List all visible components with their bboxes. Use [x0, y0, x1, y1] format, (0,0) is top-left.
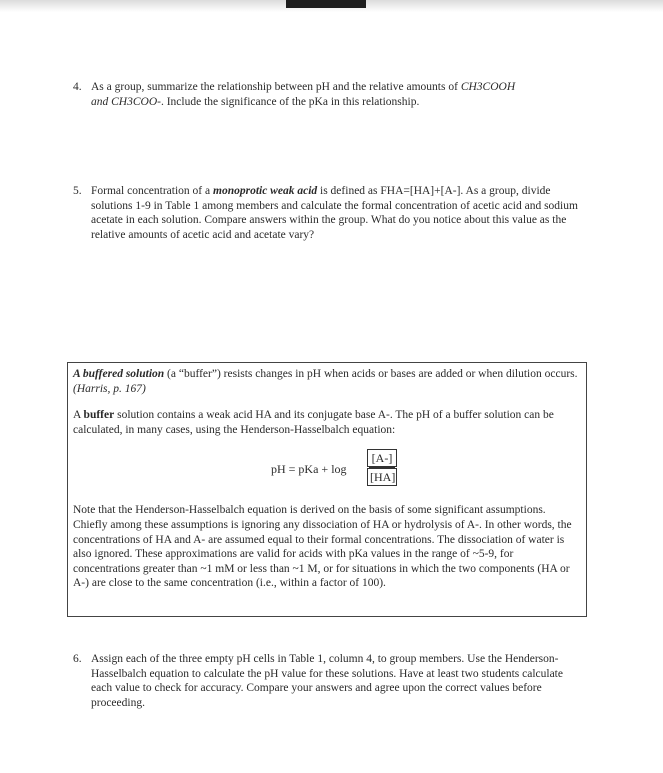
question-5-number: 5.: [73, 185, 82, 197]
equation-numerator: [A-]: [367, 449, 397, 467]
question-6-number: 6.: [73, 653, 82, 665]
question-4-ch3cooh: CH3COOH: [460, 81, 516, 93]
question-4-text-a: As a group, summarize the relationship between pH and the relative amounts of: [91, 81, 461, 93]
buffer-hh-intro: [73, 408, 581, 437]
question-6: [73, 652, 578, 710]
buffer-term: A buffered solution: [73, 368, 165, 380]
hh-intro-buffer: buffer: [83, 409, 115, 422]
question-6-text: Assign each of the three empty pH cells in Table 1, column 4, to group members. Use the Henderson-Hasselbalch equation to calculate the pH value for these solutions. Have at least two students calculate each value to check for accuracy. Compare your answers and agree upon the correct values before proceeding.: [91, 653, 563, 709]
buffer-info-box: [67, 362, 587, 617]
equation-lhs: pH = pKa + log: [271, 462, 347, 477]
buffer-definition: [73, 367, 581, 396]
question-5-text-b: is defined as FHA=[HA]+[A-]. As a group, divide solutions 1-9 in Table 1 among members and calculate the formal concentration of acetic acid and sodium acetate in each solution. Compare answers within the group. What do you notice about this value as the relative amounts of acetic acid and acetate vary?: [91, 185, 578, 241]
equation-fraction: [367, 449, 397, 486]
hh-intro-c: solution contains a weak acid HA and its conjugate base A-. The pH of a buffer solution can be calculated, in many cases, using the Henderson-Hasselbalch equation:: [73, 409, 554, 436]
viewer-tab[interactable]: [286, 0, 366, 8]
question-5: [73, 184, 583, 242]
equation-denominator: [HA]: [367, 468, 397, 486]
question-5-term: monoprotic weak acid: [213, 185, 318, 197]
hh-intro-a: A: [73, 409, 84, 422]
question-5-text-a: Formal concentration of a: [91, 185, 213, 197]
question-4-text-b: . Include the significance of the pKa in this relationship.: [160, 95, 420, 108]
question-4-number: 4.: [73, 81, 82, 93]
viewer-top-bar: [0, 0, 663, 12]
question-4: [73, 80, 588, 109]
question-4-and: and: [91, 95, 112, 108]
buffer-citation: (Harris, p. 167): [73, 382, 146, 395]
hh-assumptions-note: Note that the Henderson-Hasselbalch equation is derived on the basis of some significant assumptions. Chiefly among these assumptions is ignoring any dissociation of HA or hydrolysis of A-. In other words, the concentrations of HA and A- are assumed equal to their formal concentrations. The dissociation of water is also ignored. These approximations are valid for acids with pKa values in the range of ~5-9, for concentrations greater than ~1 mM or less than ~1 M, or for situations in which the two components (HA or A-) are close to the same concentration (i.e., within a factor of 100).: [73, 504, 572, 590]
question-4-ch3coo: CH3COO-: [111, 95, 161, 108]
henderson-hasselbalch-equation: [73, 449, 581, 495]
buffer-def-text: (a “buffer”) resists changes in pH when acids or bases are added or when dilution occurs.: [164, 368, 578, 380]
